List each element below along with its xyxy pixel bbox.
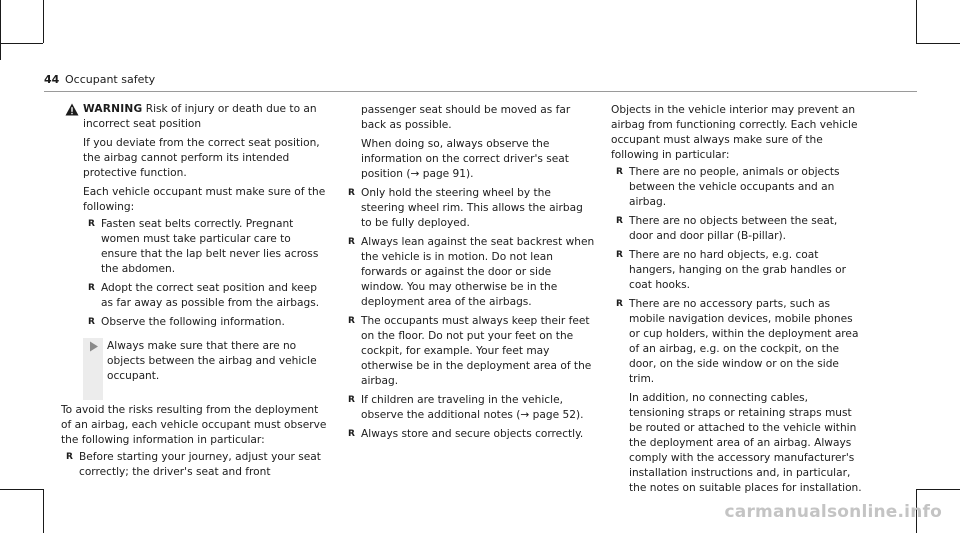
crop-mark — [916, 43, 960, 44]
warning-triangle-icon — [65, 103, 79, 116]
warning-subtitle: Risk of injury or death due to an incorrect seat position — [83, 103, 317, 130]
list-item-text: There are no hard objects, e.g. coat hangers, hanging on the grab handles or coat hooks. — [629, 249, 846, 291]
list-item — [611, 248, 863, 293]
list-item-text: There are no objects between the seat, door and door pillar (B-pillar). — [629, 215, 838, 242]
bullet-icon: R — [348, 395, 355, 405]
column-middle — [343, 103, 595, 446]
bullet-icon: R — [616, 299, 623, 309]
list-item-text: The occupants must always keep their feet on the floor. Do not put your feet on the cockpit, for example. Your feet may otherwise be in the deployment area of the airbag. — [361, 315, 592, 387]
list-item-extra: In addition, no connecting cables, tensioning straps or retaining straps must be routed or attached to the vehicle within the deployment area of an airbag. Always comply with the accessory manufacturer's installation instructions and, in particular, the notes on suitable places for installation. — [629, 392, 862, 494]
list-item-text: Only hold the steering wheel by the steering wheel rim. This allows the airbag to be fully deployed. — [361, 187, 583, 229]
intro-paragraph: Objects in the vehicle interior may prevent an airbag from functioning correctly. Each vehicle occupant must always make sure of the following in particular: — [611, 104, 858, 161]
warning-paragraph: If you deviate from the correct seat position, the airbag cannot perform its intended protective function. — [83, 137, 320, 179]
warning-list — [83, 217, 327, 330]
list-item-text: Always store and secure objects correctly. — [361, 428, 584, 440]
page-reference-link[interactable]: page 91 — [422, 168, 467, 180]
list-item-text: There are no accessory parts, such as mobile navigation devices, mobile phones or cup holders, within the deployment area of an airbag, e.g. on the cockpit, on the door, on the side window or on the side trim. — [629, 298, 859, 385]
info-list — [343, 186, 595, 442]
page-reference-link[interactable]: page 52 — [532, 409, 576, 421]
list-item — [343, 314, 595, 389]
bullet-icon: R — [88, 283, 95, 293]
bullet-icon: R — [88, 317, 95, 327]
arrow-icon: → — [520, 409, 530, 421]
list-item — [83, 217, 327, 277]
crop-mark — [0, 43, 43, 44]
list-item — [611, 297, 863, 496]
intro-paragraph: To avoid the risks resulting from the deployment of an airbag, each vehicle occupant must observe the following information in particular: — [61, 404, 327, 446]
seat-position-note — [343, 137, 595, 182]
bullet-icon: R — [616, 216, 623, 226]
list-item-text: Adopt the correct seat position and keep as far away as possible from the airbags. — [101, 282, 320, 309]
list-item — [611, 214, 863, 244]
bullet-icon: R — [88, 219, 95, 229]
crop-mark — [916, 0, 917, 43]
bullet-icon: R — [66, 452, 73, 462]
note-box — [83, 339, 327, 384]
warning-heading — [83, 102, 327, 132]
crop-mark — [916, 489, 960, 490]
warning-box — [61, 102, 327, 384]
note-text: Always make sure that there are no objects between the airbag and vehicle occupant. — [107, 340, 317, 382]
info-list — [61, 450, 327, 480]
list-item — [83, 315, 327, 330]
bullet-icon: R — [616, 250, 623, 260]
bullet-icon: R — [616, 167, 623, 177]
arrow-icon: → — [410, 168, 420, 180]
list-item-text: Before starting your journey, adjust your seat correctly; the driver's seat and front — [79, 451, 321, 478]
column-right — [611, 103, 863, 500]
bullet-icon: R — [348, 237, 355, 247]
bullet-icon: R — [348, 316, 355, 326]
crop-mark — [0, 0, 1, 60]
list-item-text: Always lean against the seat backrest when the vehicle is in motion. Do not lean forwards or against the door or side window. You may otherwise be in the deployment area of the airbags. — [361, 236, 595, 308]
list-item-text: ). — [575, 409, 584, 421]
list-item — [343, 235, 595, 310]
list-item-text: There are no people, animals or objects between the vehicle occupants and an airbag. — [629, 166, 840, 208]
list-item — [343, 393, 595, 423]
list-item — [343, 186, 595, 231]
note-text: When doing so, always observe the information on the correct driver's seat position ( — [361, 138, 569, 180]
list-item-text: Fasten seat belts correctly. Pregnant women must take particular care to ensure that the lap belt never lies across the abdomen. — [101, 218, 319, 275]
continued-text: passenger seat should be moved as far back as possible. — [361, 104, 571, 131]
crop-mark — [43, 0, 44, 43]
note-text: ). — [466, 168, 474, 180]
list-item-text: If children are traveling in the vehicle, observe the additional notes ( — [361, 394, 563, 421]
list-item — [83, 281, 327, 311]
header-divider — [44, 91, 917, 92]
note-arrow-icon — [89, 341, 99, 352]
section-title: Occupant safety — [65, 73, 156, 86]
warning-title: WARNING — [83, 103, 143, 115]
bullet-icon: R — [348, 188, 355, 198]
warning-paragraph: Each vehicle occupant must make sure of the following: — [83, 186, 326, 213]
list-item — [343, 427, 595, 442]
crop-mark — [0, 489, 43, 490]
crop-mark — [43, 489, 44, 533]
column-left — [61, 102, 327, 484]
info-list — [611, 165, 863, 496]
list-item — [61, 450, 327, 480]
list-item-text: Observe the following information. — [101, 316, 285, 328]
list-item — [611, 165, 863, 210]
page-number: 44 — [44, 73, 60, 86]
bullet-icon: R — [348, 429, 355, 439]
watermark: carmanualsonline.info — [724, 502, 942, 522]
